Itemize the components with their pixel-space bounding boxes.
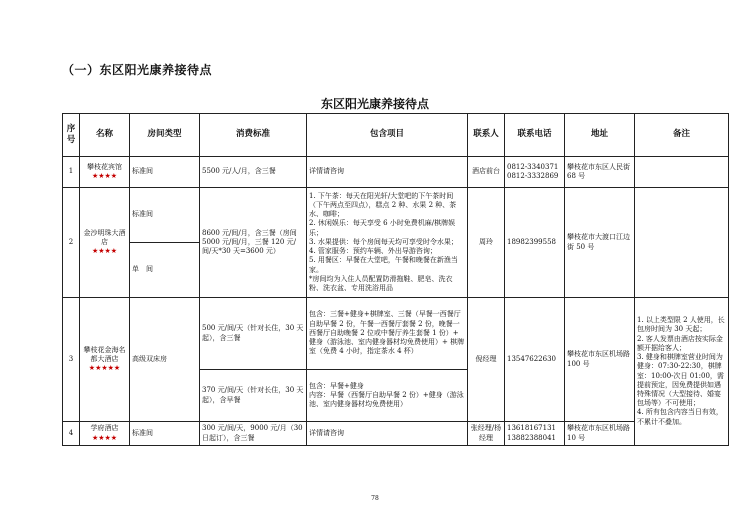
star-rating: ★★★★★ bbox=[88, 364, 121, 373]
package: 1. 下午茶：每天在阳光轩/大堂吧的下午茶时间（下午两点至四点），糕点 2 种、水果 2 种、茶水、咖啡； 2. 休闲娱乐：每天享受 6 小时免费机麻/棋牌娱乐； 3. 水果提供：每个房间每天均可享受时令水果； 4. 管家服务：预约车辆、外出导游咨询； 5. 用餐区：早餐在大堂吧，午餐和晚餐在新渔当家。 *房间均为入住人员配置防滑拖鞋、肥皂、洗衣粉、洗衣盆、专用洗浴用品 bbox=[307, 188, 468, 298]
address: 攀枝花市东区机场路 10 号 bbox=[565, 422, 635, 446]
room-type: 标准间 bbox=[130, 157, 200, 188]
remark bbox=[635, 188, 729, 298]
row-seq: 2 bbox=[63, 188, 80, 298]
header-contact: 联系人 bbox=[468, 114, 505, 157]
price: 8600 元/间/月，含三餐（房间5000 元/间/月，三餐 120 元/间/天*30 天=3600 元） bbox=[200, 188, 307, 298]
table-row bbox=[63, 188, 729, 243]
address: 攀枝花市东区机场路 100 号 bbox=[565, 298, 635, 422]
address: 攀枝花市大渡口江边街 50 号 bbox=[565, 188, 635, 298]
star-rating: ★★★★ bbox=[91, 172, 118, 180]
header-seq: 序号 bbox=[63, 114, 80, 157]
price: 500 元/间/天（针对长住，30 天起），含三餐 bbox=[200, 298, 307, 370]
package: 详情请咨询 bbox=[307, 422, 468, 446]
header-remark: 备注 bbox=[635, 114, 729, 157]
page-number: 78 bbox=[371, 495, 379, 502]
package: 包含：三餐+健身+棋牌室、三餐（早餐一西餐厅自助早餐 2 份，午餐一西餐厅套餐 2 份，晚餐一西餐厅自助晚餐 2 位或中餐厅养生套餐 1 份）+ 健身（游泳池、室内健身器材均免费使用）+ 棋牌室（免费 4 小时，指定茶水 4 杯） bbox=[307, 298, 468, 370]
header-name: 名称 bbox=[80, 114, 130, 157]
hotel-table bbox=[62, 113, 729, 446]
hotel-name-cell bbox=[80, 298, 130, 422]
section-title: （一）东区阳光康养接待点 bbox=[62, 63, 213, 77]
header-room-type: 房间类型 bbox=[130, 114, 200, 157]
row-seq: 1 bbox=[63, 157, 80, 188]
contact: 周玲 bbox=[468, 188, 505, 298]
hotel-name: 攀枝花宾馆 bbox=[87, 162, 122, 171]
header-phone: 联系电话 bbox=[505, 114, 565, 157]
room-type: 高级双床房 bbox=[130, 298, 200, 422]
star-rating: ★★★★ bbox=[91, 433, 118, 442]
hotel-name: 攀枝花金海名都大酒店 bbox=[83, 345, 126, 363]
table-row bbox=[63, 298, 729, 370]
room-type: 标准间 bbox=[130, 188, 200, 243]
star-rating: ★★★★ bbox=[91, 247, 118, 256]
hotel-name-cell bbox=[80, 422, 130, 446]
contact: 酒店前台 bbox=[468, 157, 505, 188]
table-row bbox=[63, 157, 729, 188]
header-row bbox=[63, 114, 729, 157]
phone: 18982399558 bbox=[505, 188, 565, 298]
hotel-name: 金沙明珠大酒店 bbox=[83, 228, 126, 246]
row-seq: 4 bbox=[63, 422, 80, 446]
header-package: 包含项目 bbox=[307, 114, 468, 157]
header-price: 消费标准 bbox=[200, 114, 307, 157]
hotel-name-cell bbox=[80, 157, 130, 188]
table-row bbox=[63, 422, 729, 446]
hotel-name: 学府酒店 bbox=[90, 424, 119, 433]
header-address: 地址 bbox=[565, 114, 635, 157]
contact: 倪经理 bbox=[468, 298, 505, 422]
package: 详情请咨询 bbox=[307, 157, 468, 188]
price: 5500 元/人/月，含三餐 bbox=[200, 157, 307, 188]
table-title: 东区阳光康养接待点 bbox=[320, 97, 429, 111]
remark: 1. 以上类型限 2 人使用，长包房时间为 30 天起； 2. 客人发票由酒店按实际金额开据给客人； 3. 健身和棋牌室营业时间为健身：07:30-22:30，棋牌室：10:00-次日 01:00，需提前预定，因免费提供如遇特殊情况（大型接待、婚宴包场等）不可使用； 4. 所有包含内容当日有效，不累计不叠加。 bbox=[635, 298, 729, 446]
phone: 0812-3340371 0812-3332869 bbox=[505, 157, 565, 188]
price: 370 元/间/天（针对长住，30 天起），含早餐 bbox=[200, 370, 307, 422]
row-seq: 3 bbox=[63, 298, 80, 422]
phone: 13618167131 13882388041 bbox=[505, 422, 565, 446]
room-type: 单 间 bbox=[130, 243, 200, 298]
package: 包含：早餐+健身 内容：早餐（西餐厅自助早餐 2 份）+健身（游泳池、室内健身器材均免费使用） bbox=[307, 370, 468, 422]
remark bbox=[635, 157, 729, 188]
hotel-name-cell bbox=[80, 188, 130, 298]
price: 300 元/间/天，9000 元/月（30 日起订），含三餐 bbox=[200, 422, 307, 446]
address: 攀枝花市东区人民街 68 号 bbox=[565, 157, 635, 188]
room-type: 标准间 bbox=[130, 422, 200, 446]
contact: 张经理/杨经理 bbox=[468, 422, 505, 446]
phone: 13547622630 bbox=[505, 298, 565, 422]
